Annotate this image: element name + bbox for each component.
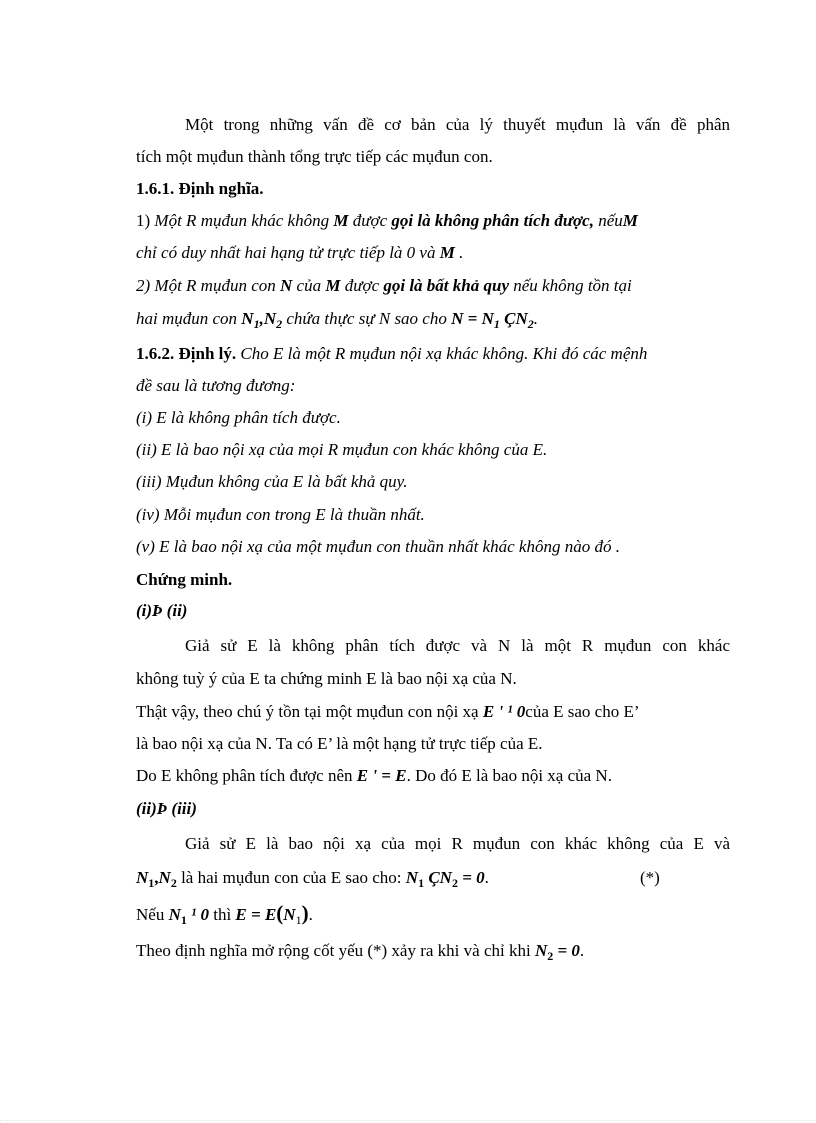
theorem-item-iv: (iv) Mỗi mụđun con trong E là thuần nhất.	[136, 505, 425, 524]
math-N: N	[168, 905, 181, 924]
math-paren: (	[276, 901, 284, 925]
math-M: M	[325, 276, 341, 295]
subscript: 1	[148, 876, 155, 890]
math-M: M	[622, 211, 638, 230]
theorem-heading: 1.6.2. Định lý.	[136, 344, 237, 363]
theorem-line-1	[136, 343, 730, 365]
math-equation: E = E	[235, 905, 277, 924]
proof-p5	[136, 902, 730, 927]
theorem-text-1: Cho E là một R mụđun nội xạ khác không. Khi đó các mệnh	[236, 344, 648, 363]
subscript: 1	[253, 317, 260, 331]
proof-p3	[136, 765, 730, 787]
math-N: N	[263, 309, 277, 328]
theorem-item-v: (v) E là bao nội xạ của một mụđun con thuần nhất khác không nào đó .	[136, 537, 620, 556]
def1-prefix: 1)	[136, 211, 155, 230]
math-expression: E ' ¹ 0	[482, 702, 526, 721]
definition-heading: 1.6.1. Định nghĩa.	[136, 179, 264, 198]
proof-p1-line-1: Giả sử E là không phân tích được và N là một R mụđun con khác	[185, 636, 730, 655]
proof-p4-line-1: Giả sử E là bao nội xạ của mọi R mụđun con khác không của E và	[185, 834, 730, 853]
subscript: 2	[170, 876, 177, 890]
subscript: 2	[547, 949, 554, 963]
subscript: 1	[295, 913, 302, 927]
math-N: N	[283, 905, 296, 924]
def2-text-c: được	[340, 276, 384, 295]
math-comma: ,	[154, 868, 159, 887]
proof-heading: Chứng minh.	[136, 570, 233, 589]
proof-step-2: (ii)Þ (iii)	[136, 799, 197, 818]
def2-line2-text-b: chứa thực sự N sao cho	[282, 309, 452, 328]
proof-p6-end: .	[579, 941, 585, 960]
subscript: 1	[180, 913, 187, 927]
def1-line2-end: .	[454, 243, 464, 262]
proof-p2-line-2: là bao nội xạ của N. Ta có E’ là một hạng tử trực tiếp của E.	[136, 734, 543, 753]
math-M: M	[439, 243, 455, 262]
proof-step-1: (i)Þ (ii)	[136, 601, 188, 620]
def2-text-d: nếu không tồn tại	[508, 276, 632, 295]
def1-line2-text: chỉ có duy nhất hai hạng tử trực tiếp là 0 và	[136, 243, 440, 262]
math-expression: E ' = E	[356, 766, 407, 785]
def1-bold-term: gọi là không phân tích được,	[391, 211, 594, 230]
math-N: N	[241, 309, 254, 328]
subscript: 1	[418, 876, 425, 890]
math-equation: N = N	[451, 309, 494, 328]
subscript: 1	[493, 317, 500, 331]
subscript: 2	[451, 876, 458, 890]
intro-line-1: Một trong những vấn đề cơ bản của lý thuyết mụđun là vấn đề phân	[185, 115, 730, 134]
math-paren: )	[301, 901, 309, 925]
def2-line2-text: hai mụđun con	[136, 309, 242, 328]
definition-1-line-2	[136, 242, 730, 264]
subscript: 2	[527, 317, 534, 331]
page-bottom-rule	[0, 1120, 816, 1121]
math-N: N	[534, 941, 548, 960]
def2-text-b: của	[292, 276, 326, 295]
equation-marker: (*)	[640, 868, 660, 887]
proof-p1-line-2: không tuỳ ý của E ta chứng minh E là bao nội xạ của N.	[136, 669, 517, 688]
proof-p6	[136, 940, 730, 963]
math-M: M	[333, 211, 349, 230]
definition-1-line-1	[136, 210, 730, 232]
def2-text-a: 2) Một R mụđun con	[136, 276, 281, 295]
math-equation: = 0	[457, 868, 485, 887]
theorem-item-i: (i) E là không phân tích được.	[136, 408, 341, 427]
definition-2-line-1	[136, 275, 730, 297]
proof-p5-end: .	[308, 905, 313, 924]
math-N: N	[280, 276, 293, 295]
theorem-line-2: đề sau là tương đương:	[136, 376, 296, 395]
subscript: 2	[276, 317, 283, 331]
math-expression: ¹ 0	[186, 905, 209, 924]
math-equation: ÇN	[499, 309, 528, 328]
def2-bold-term: gọi là bất khả quy	[383, 276, 509, 295]
proof-p2-text-b: của E sao cho E’	[525, 702, 640, 721]
math-N: N	[136, 868, 149, 887]
def1-text-b: được	[348, 211, 392, 230]
theorem-item-iii: (iii) Mụđun không của E là bất khả quy.	[136, 472, 408, 491]
def1-text-a: Một R mụđun khác không	[154, 211, 334, 230]
definition-2-line-2	[136, 308, 730, 331]
math-comma: ,	[259, 309, 264, 328]
theorem-item-ii: (ii) E là bao nội xạ của mọi R mụđun con khác không của E.	[136, 440, 548, 459]
proof-p2-line-1	[136, 701, 730, 723]
def1-text-c: nếu	[593, 211, 623, 230]
math-equation: ÇN	[424, 868, 452, 887]
proof-p5-text-a: Nếu	[136, 905, 169, 924]
proof-p3-text-a: Do E không phân tích được nên	[136, 766, 357, 785]
proof-p3-text-b: . Do đó E là bao nội xạ của N.	[406, 766, 612, 785]
intro-line-2: tích một mụđun thành tổng trực tiếp các mụđun con.	[136, 147, 493, 166]
math-equation: = 0	[553, 941, 580, 960]
proof-p5-text-b: thì	[208, 905, 236, 924]
proof-p4-end: .	[484, 868, 489, 887]
proof-p2-text-a: Thật vậy, theo chú ý tồn tại một mụđun con nội xạ	[136, 702, 483, 721]
math-N: N	[405, 868, 419, 887]
math-N: N	[158, 868, 171, 887]
def2-end: .	[533, 309, 538, 328]
proof-p6-text: Theo định nghĩa mở rộng cốt yếu (*) xảy ra khi và chỉ khi	[136, 941, 535, 960]
proof-p4-text: là hai mụđun con của E sao cho:	[176, 868, 406, 887]
